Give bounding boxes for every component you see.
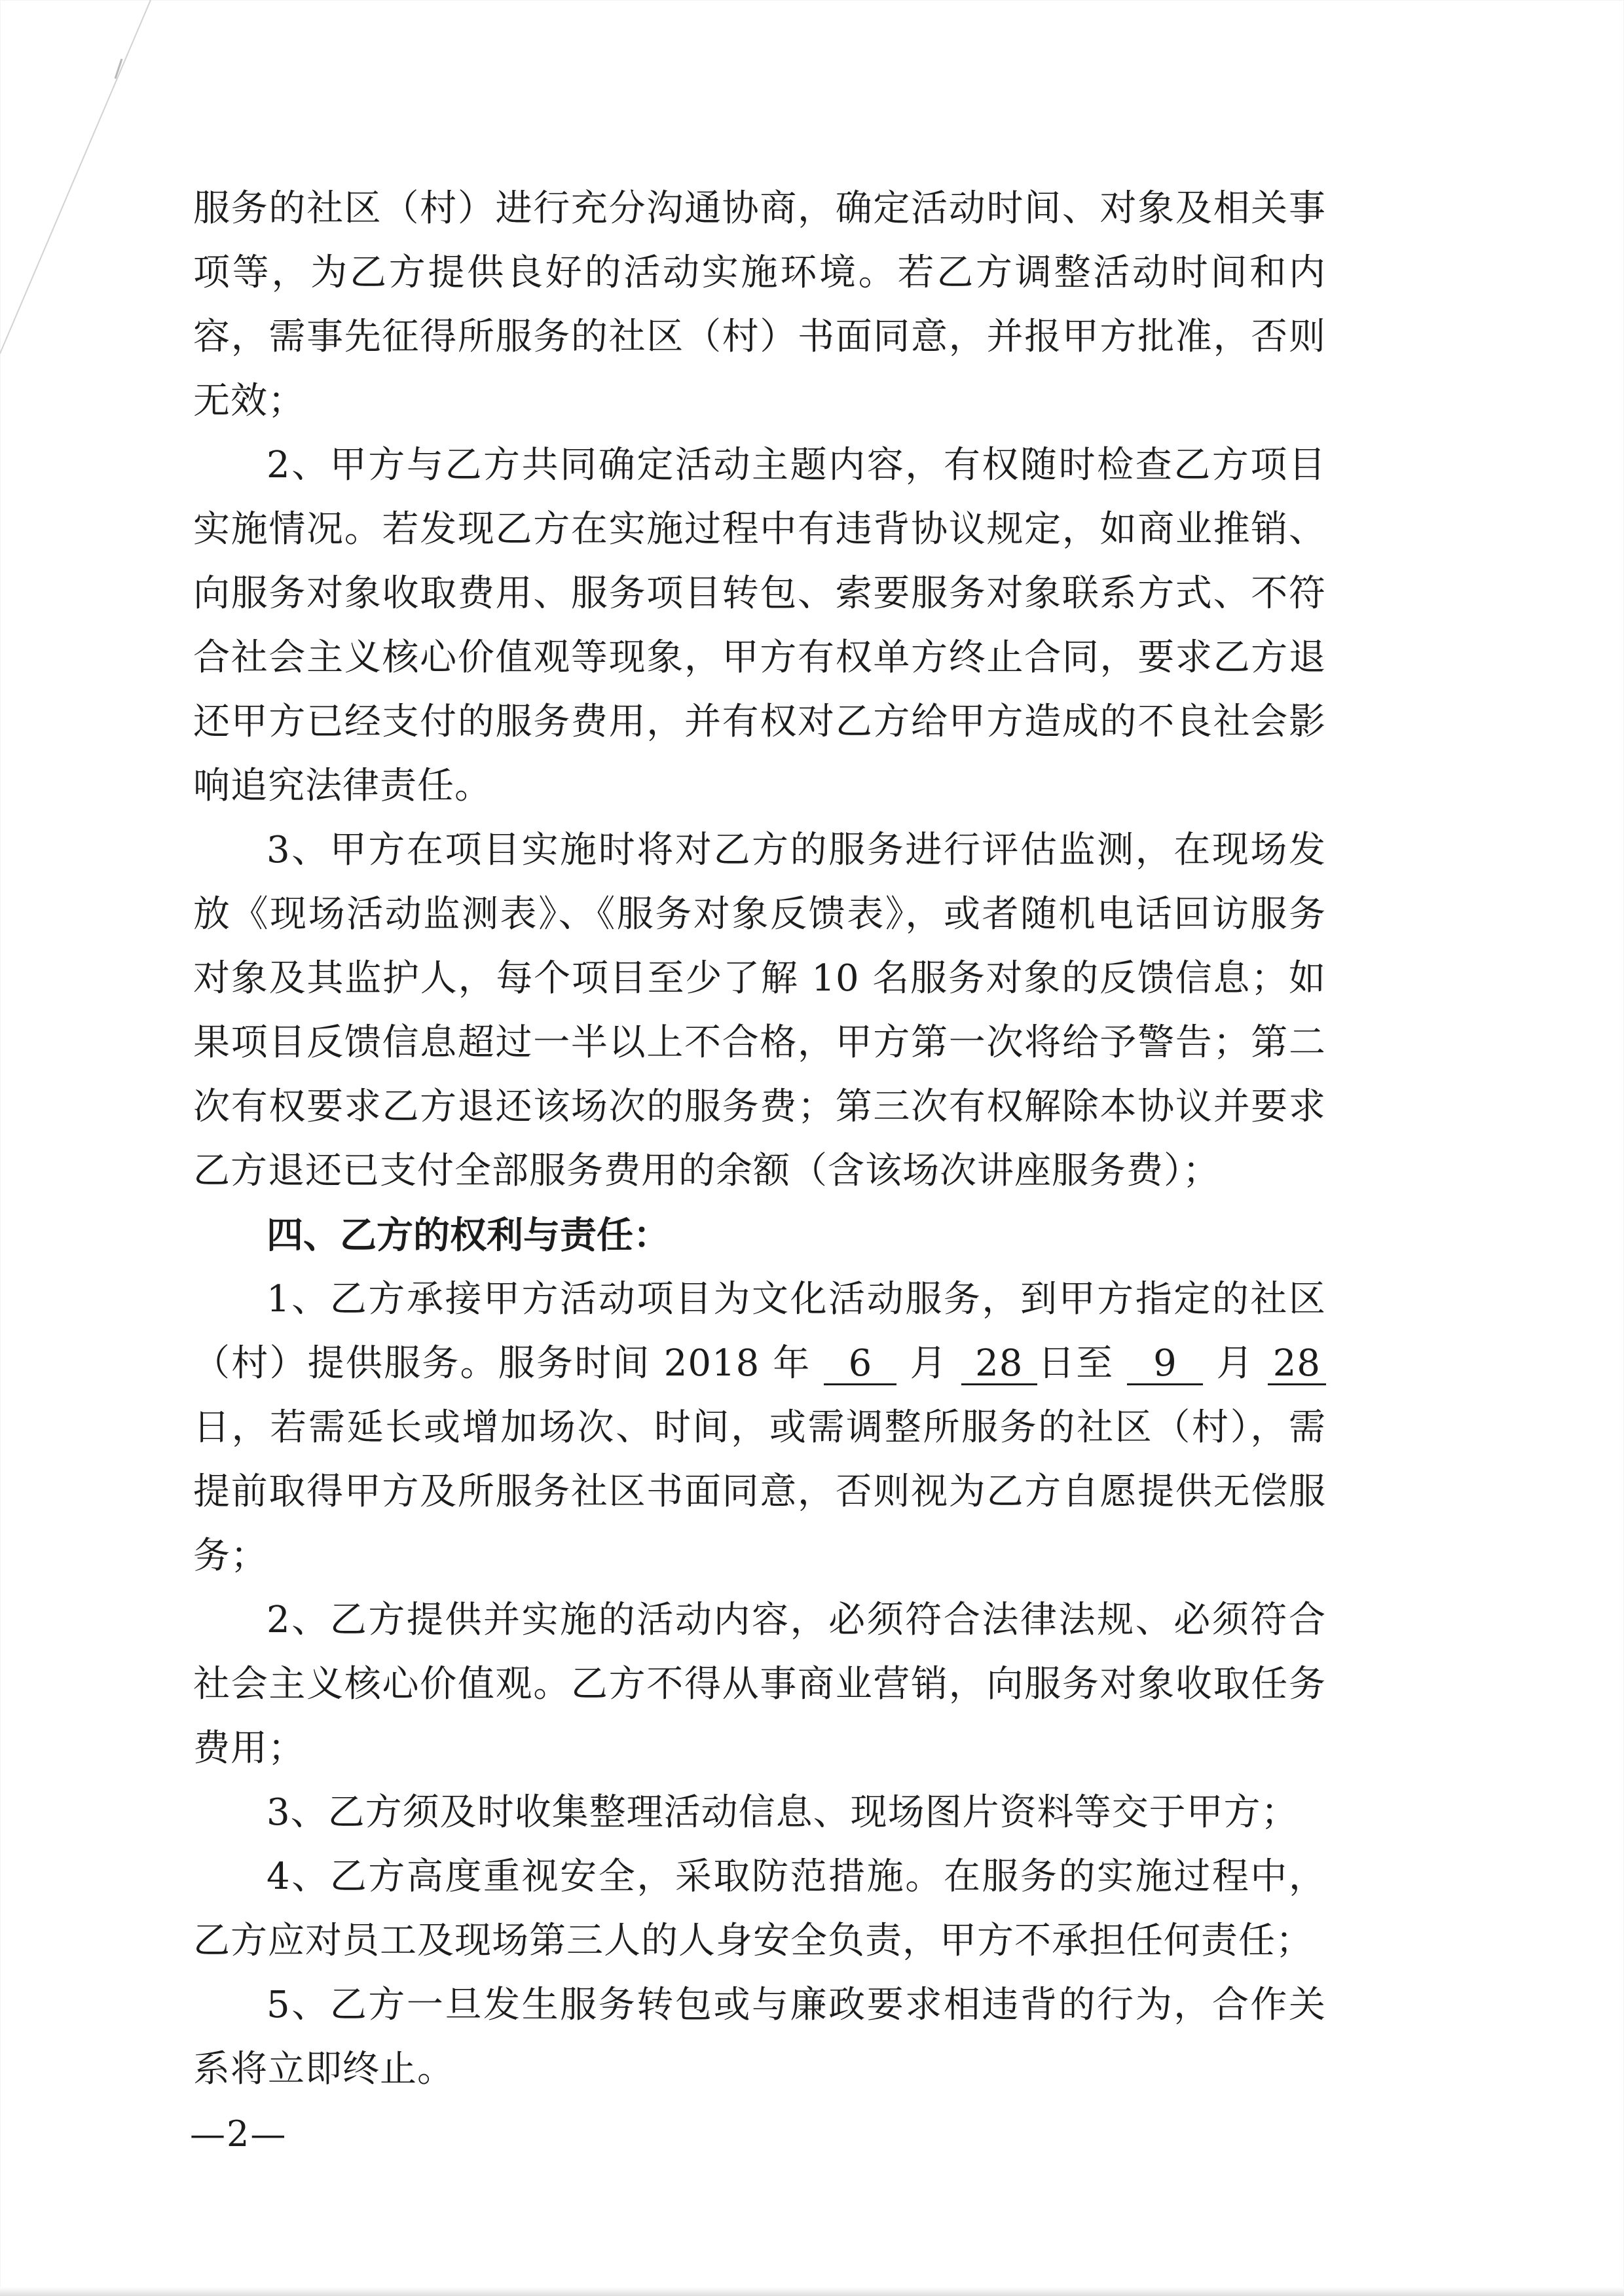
paragraph-continued: 服务的社区（村）进行充分沟通协商，确定活动时间、对象及相关事项等，为乙方提供良好的活动实施环境。若乙方调整活动时间和内容，需事先征得所服务的社区（村）书面同意，并报甲方批准，否则无效； <box>193 187 1326 422</box>
clause-b1-text-2: 月 <box>896 1342 961 1385</box>
clause-b4: 4、乙方高度重视安全，采取防范措施。在服务的实施过程中，乙方应对员工及现场第三人的人身安全负责，甲方不承担任何责任； <box>193 1855 1326 1962</box>
clause-b2: 2、乙方提供并实施的活动内容，必须符合法律法规、必须符合社会主义核心价值观。乙方不得从事商业营销，向服务对象收取任务费用； <box>193 1599 1326 1770</box>
clause-b3: 3、乙方须及时收集整理活动信息、现场图片资料等交于甲方； <box>267 1791 1299 1834</box>
clause-a3: 3、甲方在项目实施时将对乙方的服务进行评估监测，在现场发放《现场活动监测表》、《服务对象反馈表》，或者随机电话回访服务对象及其监护人，每个项目至少了解 10 名服务对象的反馈信息；如果项目反馈信息超过一半以上不合格，甲方第一次将给予警告；第二次有权要求乙方退还该场次的服务费；第三次有权解除本协议并要求乙方退还已支付全部服务费用的余额（含该场次讲座服务费）； <box>193 829 1326 1192</box>
clause-b1-text-4: 月 <box>1203 1342 1268 1385</box>
document-body <box>193 177 1326 2102</box>
clause-b1-text-1: 1、乙方承接甲方活动项目为文化活动服务，到甲方指定的社区（村）提供服务。服务时间 2018 年 <box>193 1278 1326 1385</box>
section-heading: 四、乙方的权利与责任： <box>267 1214 670 1257</box>
page-number: —2— <box>190 2113 287 2155</box>
end-day-field: 28 <box>1268 1345 1326 1385</box>
clause-b1-text-5: 日，若需延长或增加场次、时间，或需调整所服务的社区（村），需提前取得甲方及所服务社区书面同意，否则视为乙方自愿提供无偿服务； <box>193 1406 1326 1577</box>
clause-b1 <box>193 1267 1326 1588</box>
start-month-field: 6 <box>824 1345 896 1385</box>
scan-edge-mark <box>0 0 157 367</box>
clause-b5: 5、乙方一旦发生服务转包或与廉政要求相违背的行为，合作关系将立即终止。 <box>193 1984 1326 2090</box>
clause-a2: 2、甲方与乙方共同确定活动主题内容，有权随时检查乙方项目实施情况。若发现乙方在实施过程中有违背协议规定，如商业推销、向服务对象收取费用、服务项目转包、索要服务对象联系方式、不符合社会主义核心价值观等现象，甲方有权单方终止合同，要求乙方退还甲方已经支付的服务费用，并有权对乙方给甲方造成的不良社会影响追究法律责任。 <box>193 444 1326 807</box>
clause-b1-text-3: 日至 <box>1037 1342 1128 1385</box>
end-month-field: 9 <box>1127 1345 1203 1385</box>
start-day-field: 28 <box>961 1345 1037 1385</box>
scan-bottom-edge <box>0 2287 1624 2296</box>
